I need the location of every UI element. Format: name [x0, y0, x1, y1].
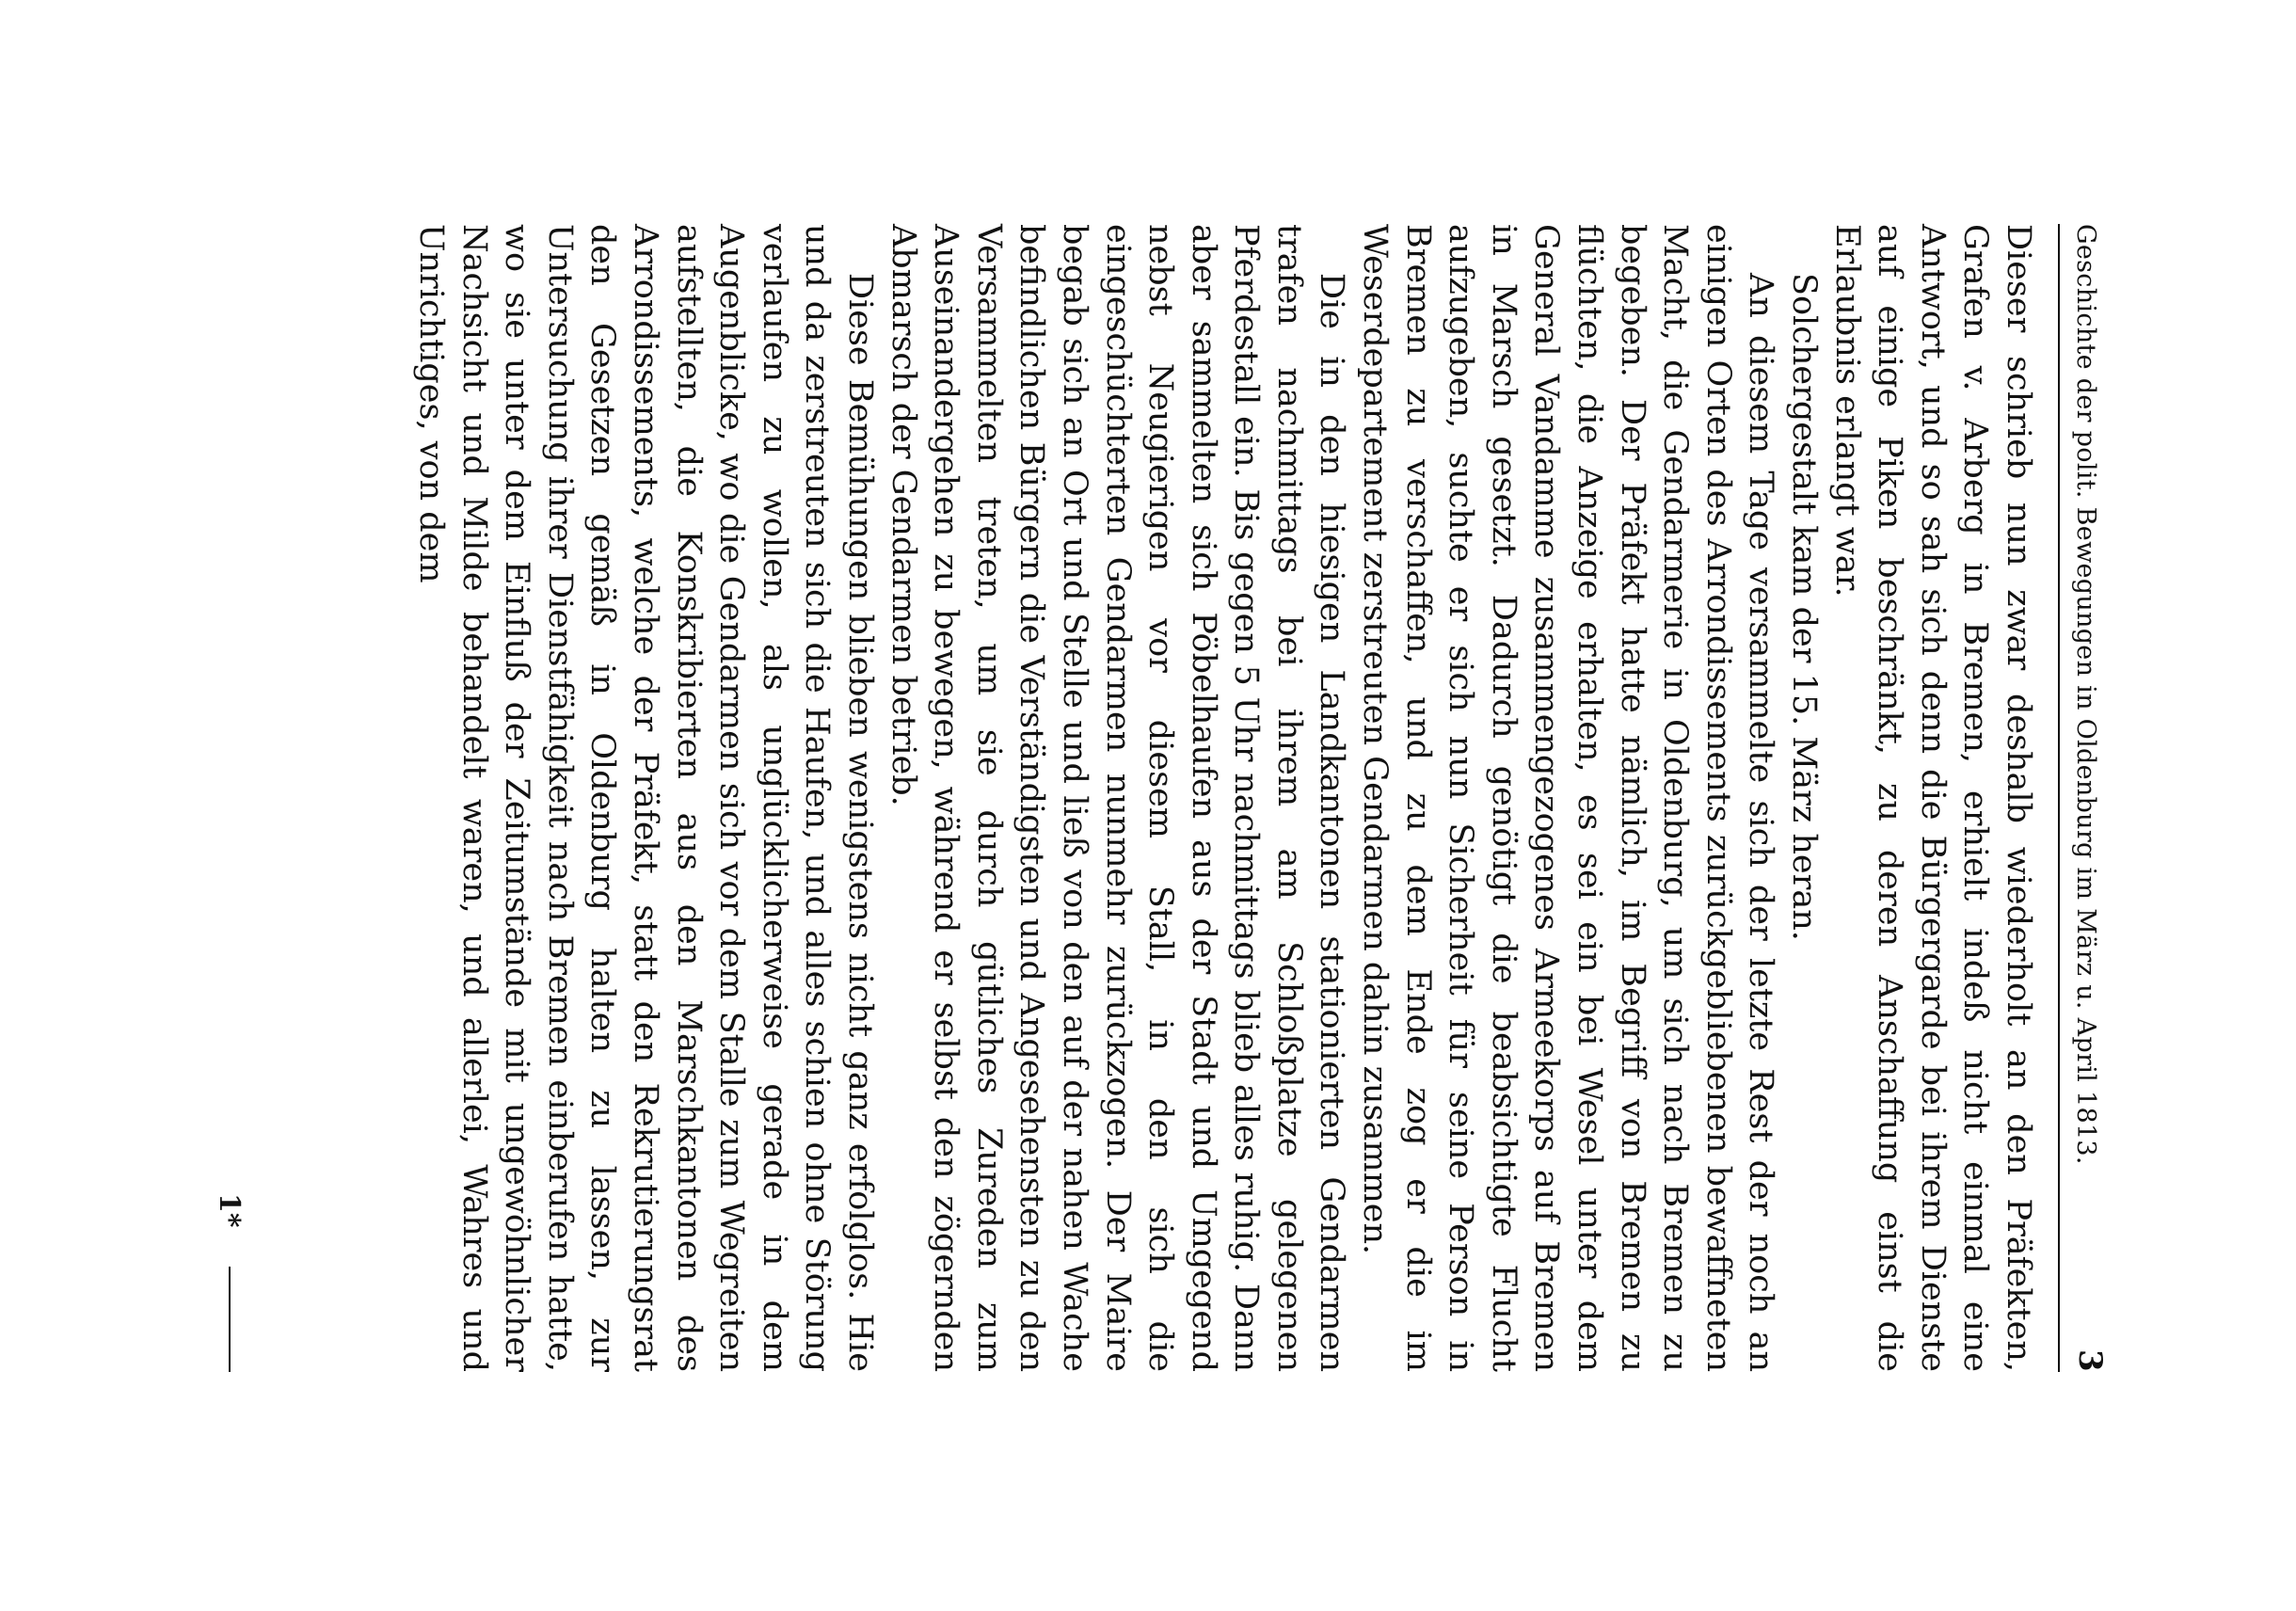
body-text	[408, 224, 2039, 1372]
running-header	[2071, 224, 2109, 1372]
paragraph: Die in den hiesigen Landkantonen stationierten Gendarmen trafen nachmittags bei ihrem am Schloßplatze gelegenen Pferdestall ein. Bis gegen 5 Uhr nachmittags blieb alles ruhig. Dann aber sammelten sich Pöbelhaufen aus der Stadt und Umgegend nebst Neugierigen vor diesem Stall, in den sich die eingeschüchterten Gendarmen nunmehr zurückzogen. Der Maire begab sich an Ort und Stelle und ließ von den auf der nahen Wache befindlichen Bürgern die Verständigsten und Angesehensten zu den Versammelten treten, um sie durch gütliches Zureden zum Auseinandergehen zu bewegen, während er selbst den zögernden Abmarsch der Gendarmen betrieb.	[884, 224, 1351, 1372]
paragraph: Diese Bemühungen blieben wenigstens nicht ganz erfolglos. Hie und da zerstreuten sich die Haufen, und alles schien ohne Störung verlaufen zu wollen, als unglücklicherweise gerade in dem Augenblicke, wo die Gendarmen sich vor dem Stalle zum Wegreiten aufstellten, die Konskribierten aus den Marschkantonen des Arrondissements, welche der Präfekt, statt den Rekrutierungsrat den Gesetzen gemäß in Oldenburg halten zu lassen, zur Untersuchung ihrer Dienstfähigkeit nach Bremen einberufen hatte, wo sie unter dem Einfluß der Zeitumstände mit ungewöhnlicher Nachsicht und Milde behandelt waren, und allerlei, Wahres und Unrichtiges, von dem	[412, 224, 879, 1372]
footer-rule	[229, 1267, 231, 1372]
page-footer	[195, 224, 251, 1372]
book-page	[193, 224, 2109, 1372]
page-number: 3	[2071, 1349, 2109, 1372]
paragraph: Dieser schrieb nun zwar deshalb wiederholt an den Präfekten, Grafen v. Arberg in Bremen, erhielt indeß nicht einmal eine Antwort, und so sah sich denn die Bürgergarde bei ihrem Dienste auf einige Piken beschränkt, zu deren Anschaffung einst die Erlaubnis erlangt war.	[1827, 224, 2037, 1372]
signature-mark: 1*	[213, 1193, 246, 1228]
paragraph: An diesem Tage versammelte sich der letzte Rest der noch an einigen Orten des Arrondissements zurückgebliebenen bewaffneten Macht, die Gendarmerie in Oldenburg, um sich nach Bremen zu begeben. Der Präfekt hatte nämlich, im Begriff von Bremen zu flüchten, die Anzeige erhalten, es sei ein bei Wesel unter dem General Vandamme zusammengezogenes Armeekorps auf Bremen in Marsch gesetzt. Dadurch genötigt die beabsichtigte Flucht aufzugeben, suchte er sich nun Sicherheit für seine Person in Bremen zu verschaffen, und zu dem Ende zog er die im Weserdepartement zerstreuten Gendarmen dahin zusammen.	[1356, 224, 1780, 1372]
paragraph: Solchergestalt kam der 15. März heran.	[1785, 273, 1824, 941]
header-rule	[2058, 224, 2060, 1372]
running-title: Geschichte der polit. Bewegungen in Oldenburg im März u. April 1813.	[2071, 224, 2100, 1165]
